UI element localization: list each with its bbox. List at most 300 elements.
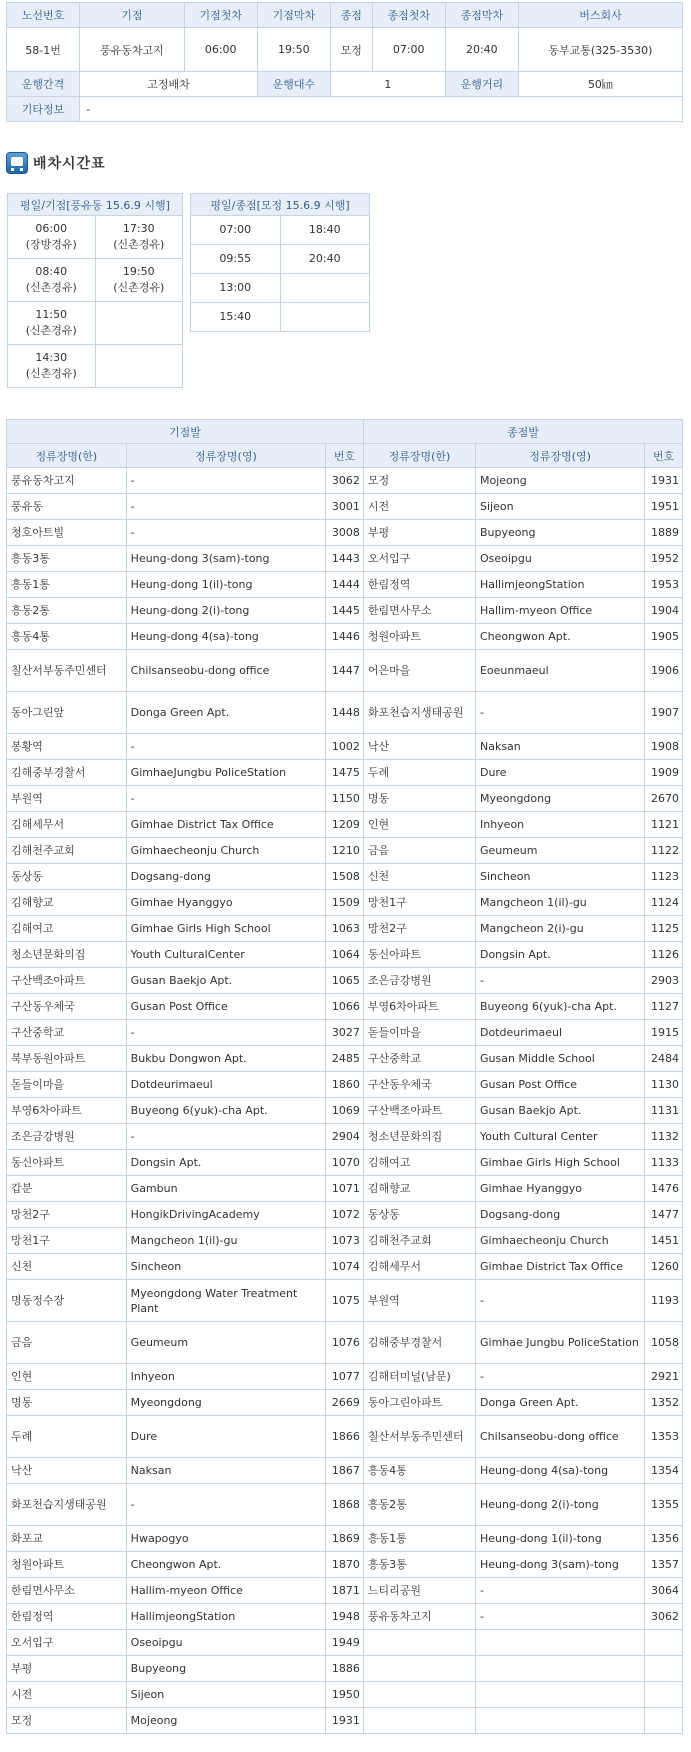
dest-stop-name-en: -: [475, 692, 644, 734]
table-row: [7, 1228, 683, 1254]
table-row: [7, 786, 683, 812]
dest-stop-name-ko: 인현: [363, 812, 475, 838]
origin-stop-no: 1072: [326, 1202, 364, 1228]
departure-time: 08:40 (신촌경유): [8, 259, 96, 302]
origin-stop-name-ko: 부영6차아파트: [7, 1098, 127, 1124]
dest-stop-no: 1131: [645, 1098, 683, 1124]
origin-stop-name-ko: 두례: [7, 1416, 127, 1458]
etc-label: 기타정보: [7, 97, 80, 122]
origin-stop-name-en: Bupyeong: [126, 1656, 325, 1682]
dest-stop-no: 1952: [645, 546, 683, 572]
origin-stop-no: 1073: [326, 1228, 364, 1254]
dest-stop-name-en: -: [475, 1578, 644, 1604]
dest-stop-no: 1451: [645, 1228, 683, 1254]
dest-stop-name-ko: 구산백조아파트: [363, 1098, 475, 1124]
origin-stop-name-ko: 북부동원아파트: [7, 1046, 127, 1072]
origin-stop-no: 1063: [326, 916, 364, 942]
origin-stop-no: 1868: [326, 1484, 364, 1526]
table-row: [7, 1202, 683, 1228]
dest-stop-no: 1953: [645, 572, 683, 598]
origin-stop-name-en: Mojeong: [126, 1708, 325, 1734]
dest-stop-name-ko: 금음: [363, 838, 475, 864]
terminal-last: 20:40: [445, 28, 518, 72]
origin-stop-name-en: Naksan: [126, 1458, 325, 1484]
schedule-row: [191, 303, 370, 332]
origin-stop-name-en: Dotdeurimaeul: [126, 1072, 325, 1098]
dest-stop-name-en: -: [475, 968, 644, 994]
schedule-row: [8, 302, 183, 345]
origin-stop-no: 1931: [326, 1708, 364, 1734]
origin: 풍유동차고지: [80, 28, 185, 72]
dest-stop-name-ko: 한림면사무소: [363, 598, 475, 624]
departure-time: 15:40: [191, 303, 281, 332]
origin-stop-no: 3008: [326, 520, 364, 546]
origin-stop-name-en: Geumeum: [126, 1322, 325, 1364]
origin-stop-name-ko: 김해천주교회: [7, 838, 127, 864]
dest-stop-name-en: Naksan: [475, 734, 644, 760]
departure-time: [95, 302, 183, 345]
dest-stop-name-en: Myeongdong: [475, 786, 644, 812]
origin-stop-name-en: Gambun: [126, 1176, 325, 1202]
dest-stop-name-en: Hallim-myeon Office: [475, 598, 644, 624]
origin-stop-name-en: Sijeon: [126, 1682, 325, 1708]
origin-stop-no: 1886: [326, 1656, 364, 1682]
bus-icon: [6, 152, 28, 174]
origin-stop-no: 1475: [326, 760, 364, 786]
schedule-row: [191, 216, 370, 245]
dest-stop-no: [645, 1656, 683, 1682]
dest-stop-name-ko: 청소년문화의집: [363, 1124, 475, 1150]
departure-time: 17:30 (신촌경유): [95, 216, 183, 259]
origin-stop-name-en: -: [126, 520, 325, 546]
distance-value: 50㎞: [518, 72, 682, 97]
table-row: [7, 598, 683, 624]
col-name-ko: 정류장명(한): [363, 444, 475, 468]
dest-stop-no: 1904: [645, 598, 683, 624]
table-row: [7, 692, 683, 734]
dest-stop-name-ko: [363, 1630, 475, 1656]
header-bus-company: 버스회사: [518, 3, 682, 28]
dest-stop-name-ko: 화포천습지생태공원: [363, 692, 475, 734]
dest-stop-name-ko: 칠산서부동주민센터: [363, 1416, 475, 1458]
dest-stop-name-en: Eoeunmaeul: [475, 650, 644, 692]
dest-stop-name-en: Heung-dong 4(sa)-tong: [475, 1458, 644, 1484]
dest-stop-name-en: -: [475, 1364, 644, 1390]
origin-stop-name-en: Bukbu Dongwon Apt.: [126, 1046, 325, 1072]
header-origin-first: 기점첫차: [184, 3, 257, 28]
origin-stop-name-en: Gimhae Girls High School: [126, 916, 325, 942]
dest-stop-no: 3064: [645, 1578, 683, 1604]
table-row: [7, 760, 683, 786]
col-name-en: 정류장명(영): [475, 444, 644, 468]
dest-stop-name-en: Gimhae Hyanggyo: [475, 1176, 644, 1202]
header-terminal: 종점: [330, 3, 372, 28]
origin-stop-no: 1002: [326, 734, 364, 760]
dest-stop-name-en: Geumeum: [475, 838, 644, 864]
dest-stop-no: 1476: [645, 1176, 683, 1202]
dest-stop-name-ko: 어은마을: [363, 650, 475, 692]
origin-stop-name-en: -: [126, 734, 325, 760]
header-origin-last: 기점막차: [257, 3, 330, 28]
dest-stop-name-ko: 김해여고: [363, 1150, 475, 1176]
origin-stop-name-en: Gusan Post Office: [126, 994, 325, 1020]
dest-stop-no: 1130: [645, 1072, 683, 1098]
departure-time: [95, 345, 183, 388]
dest-stop-name-en: Gimhae District Tax Office: [475, 1254, 644, 1280]
origin-stop-name-ko: 흥동3통: [7, 546, 127, 572]
dest-stop-name-en: Cheongwon Apt.: [475, 624, 644, 650]
departure-time: [280, 303, 370, 332]
origin-stop-no: 1860: [326, 1072, 364, 1098]
table-row: [7, 1552, 683, 1578]
origin-stop-no: 1065: [326, 968, 364, 994]
dest-stop-name-en: Heung-dong 1(il)-tong: [475, 1526, 644, 1552]
origin-stop-name-ko: 풍유동: [7, 494, 127, 520]
table-row: [7, 494, 683, 520]
dest-stop-no: [645, 1708, 683, 1734]
origin-stop-name-ko: 화포천습지생태공원: [7, 1484, 127, 1526]
origin-stop-name-ko: 동신아파트: [7, 1150, 127, 1176]
origin-stop-name-ko: 김해중부경찰서: [7, 760, 127, 786]
origin-stop-name-ko: 동아그린앞: [7, 692, 127, 734]
dest-stop-name-ko: 명동: [363, 786, 475, 812]
table-row: [7, 1708, 683, 1734]
origin-stop-name-ko: 청원아파트: [7, 1552, 127, 1578]
origin-stop-name-ko: 망천1구: [7, 1228, 127, 1254]
origin-stop-name-ko: 시전: [7, 1682, 127, 1708]
dest-stop-no: 1058: [645, 1322, 683, 1364]
dest-stop-name-en: Donga Green Apt.: [475, 1390, 644, 1416]
origin-stop-no: 1077: [326, 1364, 364, 1390]
dest-stop-name-en: Gimhae Girls High School: [475, 1150, 644, 1176]
origin-stop-name-ko: 화포교: [7, 1526, 127, 1552]
origin-stop-no: 1076: [326, 1322, 364, 1364]
table-row: [7, 1656, 683, 1682]
origin-stop-name-ko: 풍유동차고지: [7, 468, 127, 494]
dest-stop-name-ko: 망천2구: [363, 916, 475, 942]
table-row: [7, 1020, 683, 1046]
dest-stop-name-en: Dure: [475, 760, 644, 786]
departure-time: 18:40: [280, 216, 370, 245]
origin-stop-name-ko: 청소년문화의집: [7, 942, 127, 968]
origin-stop-name-ko: 모정: [7, 1708, 127, 1734]
distance-label: 운행거리: [445, 72, 518, 97]
dest-stop-name-en: [475, 1682, 644, 1708]
dest-stop-name-ko: 흥동4통: [363, 1458, 475, 1484]
origin-stop-no: 1210: [326, 838, 364, 864]
dest-stop-no: 2484: [645, 1046, 683, 1072]
dest-stop-no: 2670: [645, 786, 683, 812]
dest-stop-no: 3062: [645, 1604, 683, 1630]
interval-label: 운행간격: [7, 72, 80, 97]
origin-stop-name-en: Youth CulturalCenter: [126, 942, 325, 968]
dest-stop-name-ko: 한림정역: [363, 572, 475, 598]
terminal: 모정: [330, 28, 372, 72]
origin-stop-name-en: Donga Green Apt.: [126, 692, 325, 734]
origin-stop-name-ko: 한림정역: [7, 1604, 127, 1630]
col-no: 번호: [645, 444, 683, 468]
origin-stop-name-ko: 동상동: [7, 864, 127, 890]
dest-stop-name-ko: 오서입구: [363, 546, 475, 572]
origin-stop-name-en: Gusan Baekjo Apt.: [126, 968, 325, 994]
dest-stop-no: 1357: [645, 1552, 683, 1578]
dest-stop-name-ko: 김해터미널(남문): [363, 1364, 475, 1390]
departure-time: 13:00: [191, 274, 281, 303]
origin-stop-no: 1871: [326, 1578, 364, 1604]
dest-stop-no: 1951: [645, 494, 683, 520]
dest-stop-name-en: Gusan Post Office: [475, 1072, 644, 1098]
dest-stop-name-ko: 김해중부경찰서: [363, 1322, 475, 1364]
origin-stop-name-en: Sincheon: [126, 1254, 325, 1280]
table-row: [7, 838, 683, 864]
table-row: [7, 1364, 683, 1390]
dest-stop-name-en: Mangcheon 2(i)-gu: [475, 916, 644, 942]
dest-stop-no: [645, 1630, 683, 1656]
origin-stop-name-en: Dogsang-dong: [126, 864, 325, 890]
dest-stop-name-en: Sincheon: [475, 864, 644, 890]
dest-stop-no: 1907: [645, 692, 683, 734]
dest-stop-no: 1354: [645, 1458, 683, 1484]
origin-stop-name-en: Gimhae Hyanggyo: [126, 890, 325, 916]
origin-stop-name-en: HallimjeongStation: [126, 1604, 325, 1630]
origin-stop-name-ko: 인현: [7, 1364, 127, 1390]
dest-stop-name-en: Inhyeon: [475, 812, 644, 838]
origin-stop-no: 1948: [326, 1604, 364, 1630]
table-row: [7, 1484, 683, 1526]
dest-stop-name-ko: 동신아파트: [363, 942, 475, 968]
origin-stop-name-ko: 오서입구: [7, 1630, 127, 1656]
origin-stop-name-en: -: [126, 494, 325, 520]
origin-stop-name-en: Mangcheon 1(il)-gu: [126, 1228, 325, 1254]
dest-stop-name-en: HallimjeongStation: [475, 572, 644, 598]
col-name-en: 정류장명(영): [126, 444, 325, 468]
origin-stop-name-en: Oseoipgu: [126, 1630, 325, 1656]
table-row: [7, 1682, 683, 1708]
dest-stop-name-en: Dogsang-dong: [475, 1202, 644, 1228]
dest-stop-no: 1123: [645, 864, 683, 890]
dest-stop-no: 1477: [645, 1202, 683, 1228]
dest-stop-no: 1126: [645, 942, 683, 968]
dest-stop-name-en: Gimhaecheonju Church: [475, 1228, 644, 1254]
dest-stop-name-ko: 돋들이마을: [363, 1020, 475, 1046]
dest-stop-name-ko: 김해세무서: [363, 1254, 475, 1280]
origin-stop-no: 1150: [326, 786, 364, 812]
dest-stop-name-ko: 낙산: [363, 734, 475, 760]
dest-stop-no: 1133: [645, 1150, 683, 1176]
departure-time: [280, 274, 370, 303]
etc-value: -: [80, 97, 683, 122]
dest-stop-no: 1352: [645, 1390, 683, 1416]
table-row: [7, 1098, 683, 1124]
table-row: [7, 812, 683, 838]
departure-time: 20:40: [280, 245, 370, 274]
origin-stop-name-ko: 구산동우체국: [7, 994, 127, 1020]
dest-stop-name-en: [475, 1630, 644, 1656]
dest-stop-no: [645, 1682, 683, 1708]
dest-group-header: 종점발: [363, 420, 682, 444]
dest-stop-name-ko: 김해천주교회: [363, 1228, 475, 1254]
origin-stop-name-en: -: [126, 468, 325, 494]
origin-stop-name-ko: 구산백조아파트: [7, 968, 127, 994]
origin-stop-no: 1066: [326, 994, 364, 1020]
dest-stop-name-ko: 부평: [363, 520, 475, 546]
origin-stop-name-en: Inhyeon: [126, 1364, 325, 1390]
origin-stop-name-ko: 봉황역: [7, 734, 127, 760]
dest-stop-name-en: -: [475, 1280, 644, 1322]
dest-stop-no: 1124: [645, 890, 683, 916]
table-row: [7, 1526, 683, 1552]
origin-stop-name-ko: 부원역: [7, 786, 127, 812]
origin-stop-name-en: Heung-dong 4(sa)-tong: [126, 624, 325, 650]
origin-stop-name-ko: 갑분: [7, 1176, 127, 1202]
dest-stop-no: 1906: [645, 650, 683, 692]
origin-first: 06:00: [184, 28, 257, 72]
table-row: [7, 546, 683, 572]
dest-stop-name-ko: 청원아파트: [363, 624, 475, 650]
origin-stop-name-en: Heung-dong 3(sam)-tong: [126, 546, 325, 572]
origin-stop-name-en: Gimhaecheonju Church: [126, 838, 325, 864]
dest-stop-name-ko: 흥동2통: [363, 1484, 475, 1526]
table-row: [7, 520, 683, 546]
table-row: [7, 572, 683, 598]
dest-stop-no: 1353: [645, 1416, 683, 1458]
dest-stop-name-ko: 느티리공원: [363, 1578, 475, 1604]
route-info-table: [6, 2, 683, 122]
table-row: [7, 734, 683, 760]
origin-stop-no: 1509: [326, 890, 364, 916]
origin-stop-name-en: Dure: [126, 1416, 325, 1458]
table-row: [7, 916, 683, 942]
dest-stop-no: 1122: [645, 838, 683, 864]
origin-stop-no: 3027: [326, 1020, 364, 1046]
schedule-row: [8, 345, 183, 388]
dest-stop-name-en: -: [475, 1604, 644, 1630]
table-row: [7, 968, 683, 994]
table-row: [7, 994, 683, 1020]
route-no: 58-1번: [7, 28, 80, 72]
dest-stop-name-ko: [363, 1656, 475, 1682]
origin-stop-name-en: HongikDrivingAcademy: [126, 1202, 325, 1228]
table-row: [7, 1046, 683, 1072]
origin-stop-name-ko: 명동정수장: [7, 1280, 127, 1322]
dest-stop-name-ko: 부원역: [363, 1280, 475, 1322]
dest-stop-name-ko: 풍유동차고지: [363, 1604, 475, 1630]
dest-stop-name-en: Dongsin Apt.: [475, 942, 644, 968]
dest-stop-name-ko: 모정: [363, 468, 475, 494]
origin-stop-no: 3001: [326, 494, 364, 520]
table-row: [7, 1390, 683, 1416]
terminal-first: 07:00: [372, 28, 445, 72]
schedule-row: [191, 245, 370, 274]
col-no: 번호: [326, 444, 364, 468]
origin-stop-no: 1866: [326, 1416, 364, 1458]
dest-stop-no: 1260: [645, 1254, 683, 1280]
table-row: [7, 1630, 683, 1656]
departure-time: 06:00 (장방경유): [8, 216, 96, 259]
header-terminal-last: 종점막차: [445, 3, 518, 28]
origin-stop-no: 1075: [326, 1280, 364, 1322]
table-row: [7, 1150, 683, 1176]
dest-stop-name-en: Youth Cultural Center: [475, 1124, 644, 1150]
dest-stop-name-en: Mangcheon 1(il)-gu: [475, 890, 644, 916]
origin-stop-no: 2485: [326, 1046, 364, 1072]
dest-stop-name-ko: 두례: [363, 760, 475, 786]
table-row: [7, 1280, 683, 1322]
table-row: [7, 942, 683, 968]
departure-time: 11:50 (신촌경유): [8, 302, 96, 345]
origin-stop-name-en: Chilsanseobu-dong office: [126, 650, 325, 692]
origin-stop-no: 1867: [326, 1458, 364, 1484]
dest-stop-name-ko: 신천: [363, 864, 475, 890]
origin-stop-name-ko: 부평: [7, 1656, 127, 1682]
origin-stop-no: 3062: [326, 468, 364, 494]
dest-stop-name-en: Oseoipgu: [475, 546, 644, 572]
dest-stop-name-ko: 흥동3통: [363, 1552, 475, 1578]
dest-stop-no: 1125: [645, 916, 683, 942]
dest-stop-name-en: Heung-dong 3(sam)-tong: [475, 1552, 644, 1578]
dest-stop-name-ko: 김해향교: [363, 1176, 475, 1202]
origin-stop-name-ko: 구산중학교: [7, 1020, 127, 1046]
origin-stop-no: 2904: [326, 1124, 364, 1150]
dest-stop-no: 1905: [645, 624, 683, 650]
origin-stop-no: 1949: [326, 1630, 364, 1656]
origin-stop-name-ko: 청호아트빌: [7, 520, 127, 546]
dest-stop-name-ko: 시전: [363, 494, 475, 520]
origin-stop-no: 1209: [326, 812, 364, 838]
dest-stop-name-ko: 구산동우체국: [363, 1072, 475, 1098]
origin-last: 19:50: [257, 28, 330, 72]
schedule-row: [8, 259, 183, 302]
origin-stop-name-en: Myeongdong Water Treatment Plant: [126, 1280, 325, 1322]
dest-stop-name-ko: 부영6차아파트: [363, 994, 475, 1020]
origin-stop-name-en: Cheongwon Apt.: [126, 1552, 325, 1578]
origin-stop-no: 1508: [326, 864, 364, 890]
section-title-text: 배차시간표: [33, 156, 106, 172]
dest-stop-no: 1132: [645, 1124, 683, 1150]
origin-stop-name-ko: 김해여고: [7, 916, 127, 942]
dest-stop-no: 1127: [645, 994, 683, 1020]
origin-stop-name-en: -: [126, 1124, 325, 1150]
origin-stop-name-ko: 금음: [7, 1322, 127, 1364]
departure-time: 19:50 (신촌경유): [95, 259, 183, 302]
origin-stop-name-ko: 낙산: [7, 1458, 127, 1484]
dest-stop-no: 1121: [645, 812, 683, 838]
origin-stop-no: 1950: [326, 1682, 364, 1708]
origin-stop-no: 1070: [326, 1150, 364, 1176]
origin-stop-no: 1445: [326, 598, 364, 624]
schedule-terminal-title: 평일/종점[모정 15.6.9 시행]: [191, 194, 370, 216]
dest-stop-name-en: Dotdeurimaeul: [475, 1020, 644, 1046]
dest-stop-name-ko: 망천1구: [363, 890, 475, 916]
table-row: [7, 468, 683, 494]
dest-stop-name-en: Gimhae Jungbu PoliceStation: [475, 1322, 644, 1364]
origin-stop-name-en: -: [126, 786, 325, 812]
stops-table: [6, 419, 683, 1734]
origin-stop-name-en: Heung-dong 1(il)-tong: [126, 572, 325, 598]
dest-stop-name-en: Gusan Baekjo Apt.: [475, 1098, 644, 1124]
origin-stop-name-ko: 흥동1통: [7, 572, 127, 598]
table-row: [7, 864, 683, 890]
count-label: 운행대수: [257, 72, 330, 97]
departure-time: 14:30 (신촌경유): [8, 345, 96, 388]
origin-stop-no: 1064: [326, 942, 364, 968]
schedule-origin-title: 평일/기점[풍유동 15.6.9 시행]: [8, 194, 183, 216]
origin-stop-no: 1444: [326, 572, 364, 598]
dest-stop-name-ko: 동상동: [363, 1202, 475, 1228]
origin-stop-name-ko: 흥동4통: [7, 624, 127, 650]
origin-stop-name-en: -: [126, 1020, 325, 1046]
origin-stop-name-en: Heung-dong 2(i)-tong: [126, 598, 325, 624]
